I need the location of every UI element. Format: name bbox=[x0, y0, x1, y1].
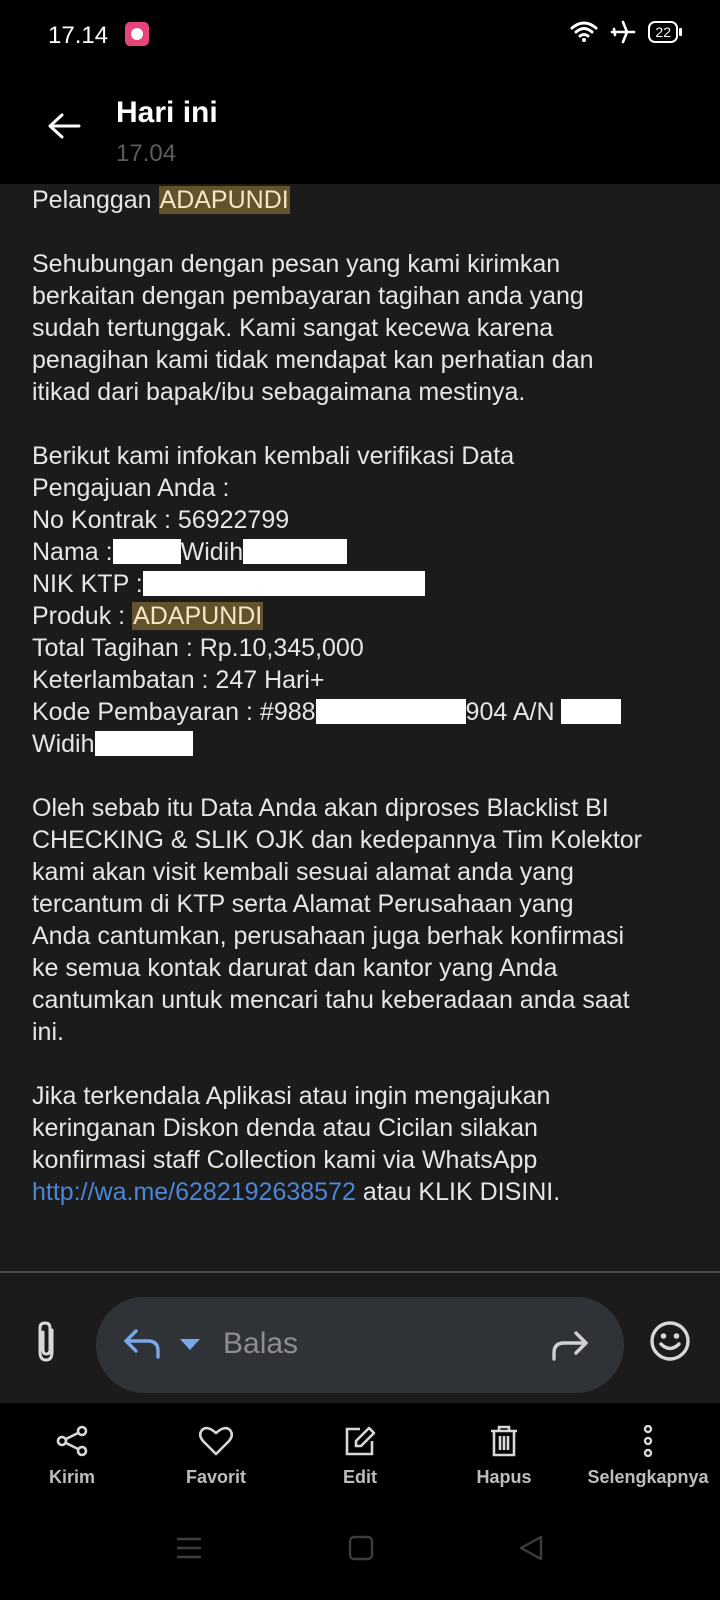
message-line: penagihan kami tidak mendapat kan perhatian dan bbox=[32, 346, 594, 374]
page-subtitle: 17.04 bbox=[116, 140, 177, 167]
bottom-action-bar bbox=[0, 1403, 720, 1513]
chevron-down-icon[interactable] bbox=[180, 1339, 200, 1350]
total-line: Total Tagihan : Rp.10,345,000 bbox=[32, 634, 364, 662]
nik-line bbox=[32, 568, 692, 600]
message-line: itikad dari bapak/ibu sebagaimana mestinya. bbox=[32, 378, 526, 406]
back-nav-icon[interactable] bbox=[518, 1535, 544, 1561]
message-line: keringanan Diskon denda atau Cicilan silakan bbox=[32, 1114, 538, 1142]
action-label: Kirim bbox=[48, 1467, 95, 1487]
payment-code-line bbox=[32, 696, 692, 728]
message-line: Pengajuan Anda : bbox=[32, 474, 230, 502]
message-line: konfirmasi staff Collection kami via WhatsApp bbox=[32, 1146, 538, 1174]
message-line: tercantum di KTP serta Alamat Perusahaan yang bbox=[32, 890, 574, 918]
more-vertical-icon bbox=[630, 1425, 666, 1457]
arrow-left-icon bbox=[47, 112, 81, 140]
status-icons bbox=[570, 20, 678, 44]
reply-field-container bbox=[96, 1297, 624, 1393]
message-line: ini. bbox=[32, 1018, 64, 1046]
redaction-block bbox=[143, 571, 425, 596]
favorite-button[interactable] bbox=[144, 1403, 288, 1513]
trash-icon bbox=[486, 1425, 522, 1457]
battery-icon: 22 bbox=[648, 21, 678, 43]
message-line: Oleh sebab itu Data Anda akan diproses Blacklist BI bbox=[32, 794, 609, 822]
reply-icon[interactable] bbox=[122, 1327, 162, 1359]
message-line: Anda cantumkan, perusahaan juga berhak konfirmasi bbox=[32, 922, 625, 950]
greeting-prefix: Pelanggan bbox=[32, 186, 159, 214]
late-line: Keterlambatan : 247 Hari+ bbox=[32, 666, 325, 694]
message-line: berkaitan dengan pembayaran tagihan anda yang bbox=[32, 282, 584, 310]
app-bar bbox=[0, 70, 720, 184]
home-icon[interactable] bbox=[348, 1535, 374, 1561]
redaction-block bbox=[316, 699, 466, 724]
message-line: sudah tertunggak. Kami sangat kecewa karena bbox=[32, 314, 554, 342]
whatsapp-link[interactable]: http://wa.me/6282192638572 bbox=[32, 1178, 356, 1206]
status-bar bbox=[0, 0, 720, 70]
link-suffix: atau KLIK DISINI. bbox=[355, 1178, 561, 1206]
payment-name-line bbox=[32, 728, 692, 760]
message-body bbox=[32, 184, 692, 1208]
highlighted-company: ADAPUNDI bbox=[133, 602, 263, 630]
redaction-block bbox=[113, 539, 181, 564]
more-button[interactable] bbox=[576, 1403, 720, 1513]
reply-input[interactable] bbox=[223, 1321, 523, 1367]
name-label: Nama : bbox=[32, 538, 113, 566]
highlighted-company: ADAPUNDI bbox=[159, 186, 289, 214]
greeting-line bbox=[32, 184, 692, 216]
action-label: Edit bbox=[343, 1467, 377, 1487]
emoji-icon[interactable] bbox=[648, 1319, 692, 1363]
message-line: Berikut kami infokan kembali verifikasi Data bbox=[32, 442, 515, 470]
attach-button[interactable] bbox=[26, 1318, 68, 1366]
redaction-block bbox=[95, 731, 193, 756]
back-button[interactable] bbox=[38, 100, 90, 152]
payment-code-label: Kode Pembayaran : #988 bbox=[32, 698, 316, 726]
heart-icon bbox=[198, 1425, 234, 1457]
name-visible: Widih bbox=[180, 538, 244, 566]
action-label: Hapus bbox=[476, 1467, 532, 1487]
reply-composer bbox=[0, 1273, 720, 1403]
message-line: Jika terkendala Aplikasi atau ingin mengajukan bbox=[32, 1082, 551, 1110]
action-label: Selengkapnya bbox=[587, 1467, 709, 1487]
status-time: 17.14 bbox=[48, 22, 109, 49]
message-line: cantumkan untuk mencari tahu keberadaan anda saat bbox=[32, 986, 630, 1014]
product-label: Produk : bbox=[32, 602, 133, 630]
product-line bbox=[32, 600, 692, 632]
delete-button[interactable] bbox=[432, 1403, 576, 1513]
name-line bbox=[32, 536, 692, 568]
page-title: Hari ini bbox=[116, 96, 218, 129]
nik-label: NIK KTP : bbox=[32, 570, 143, 598]
system-nav-bar bbox=[0, 1513, 720, 1600]
redaction-block bbox=[561, 699, 621, 724]
wifi-icon bbox=[570, 21, 598, 43]
forward-icon[interactable] bbox=[550, 1329, 590, 1361]
message-line: Sehubungan dengan pesan yang kami kirimkan bbox=[32, 250, 561, 278]
airplane-icon bbox=[610, 20, 636, 44]
message-line: ke semua kontak darurat dan kantor yang Anda bbox=[32, 954, 558, 982]
contract-line: No Kontrak : 56922799 bbox=[32, 506, 290, 534]
share-button[interactable] bbox=[0, 1403, 144, 1513]
message-line: CHECKING & SLIK OJK dan kedepannya Tim Kolektor bbox=[32, 826, 642, 854]
payment-name-visible: Widih bbox=[32, 730, 95, 758]
share-icon bbox=[54, 1425, 90, 1457]
payment-code-suffix: 904 A/N bbox=[465, 698, 555, 726]
paperclip-icon bbox=[34, 1320, 60, 1364]
link-line bbox=[32, 1176, 692, 1208]
action-label: Favorit bbox=[185, 1467, 246, 1487]
menu-icon[interactable] bbox=[176, 1535, 202, 1561]
message-line: kami akan visit kembali sesuai alamat anda yang bbox=[32, 858, 574, 886]
edit-button[interactable] bbox=[288, 1403, 432, 1513]
edit-icon bbox=[342, 1425, 378, 1457]
notification-app-icon bbox=[125, 22, 149, 46]
redaction-block bbox=[243, 539, 347, 564]
